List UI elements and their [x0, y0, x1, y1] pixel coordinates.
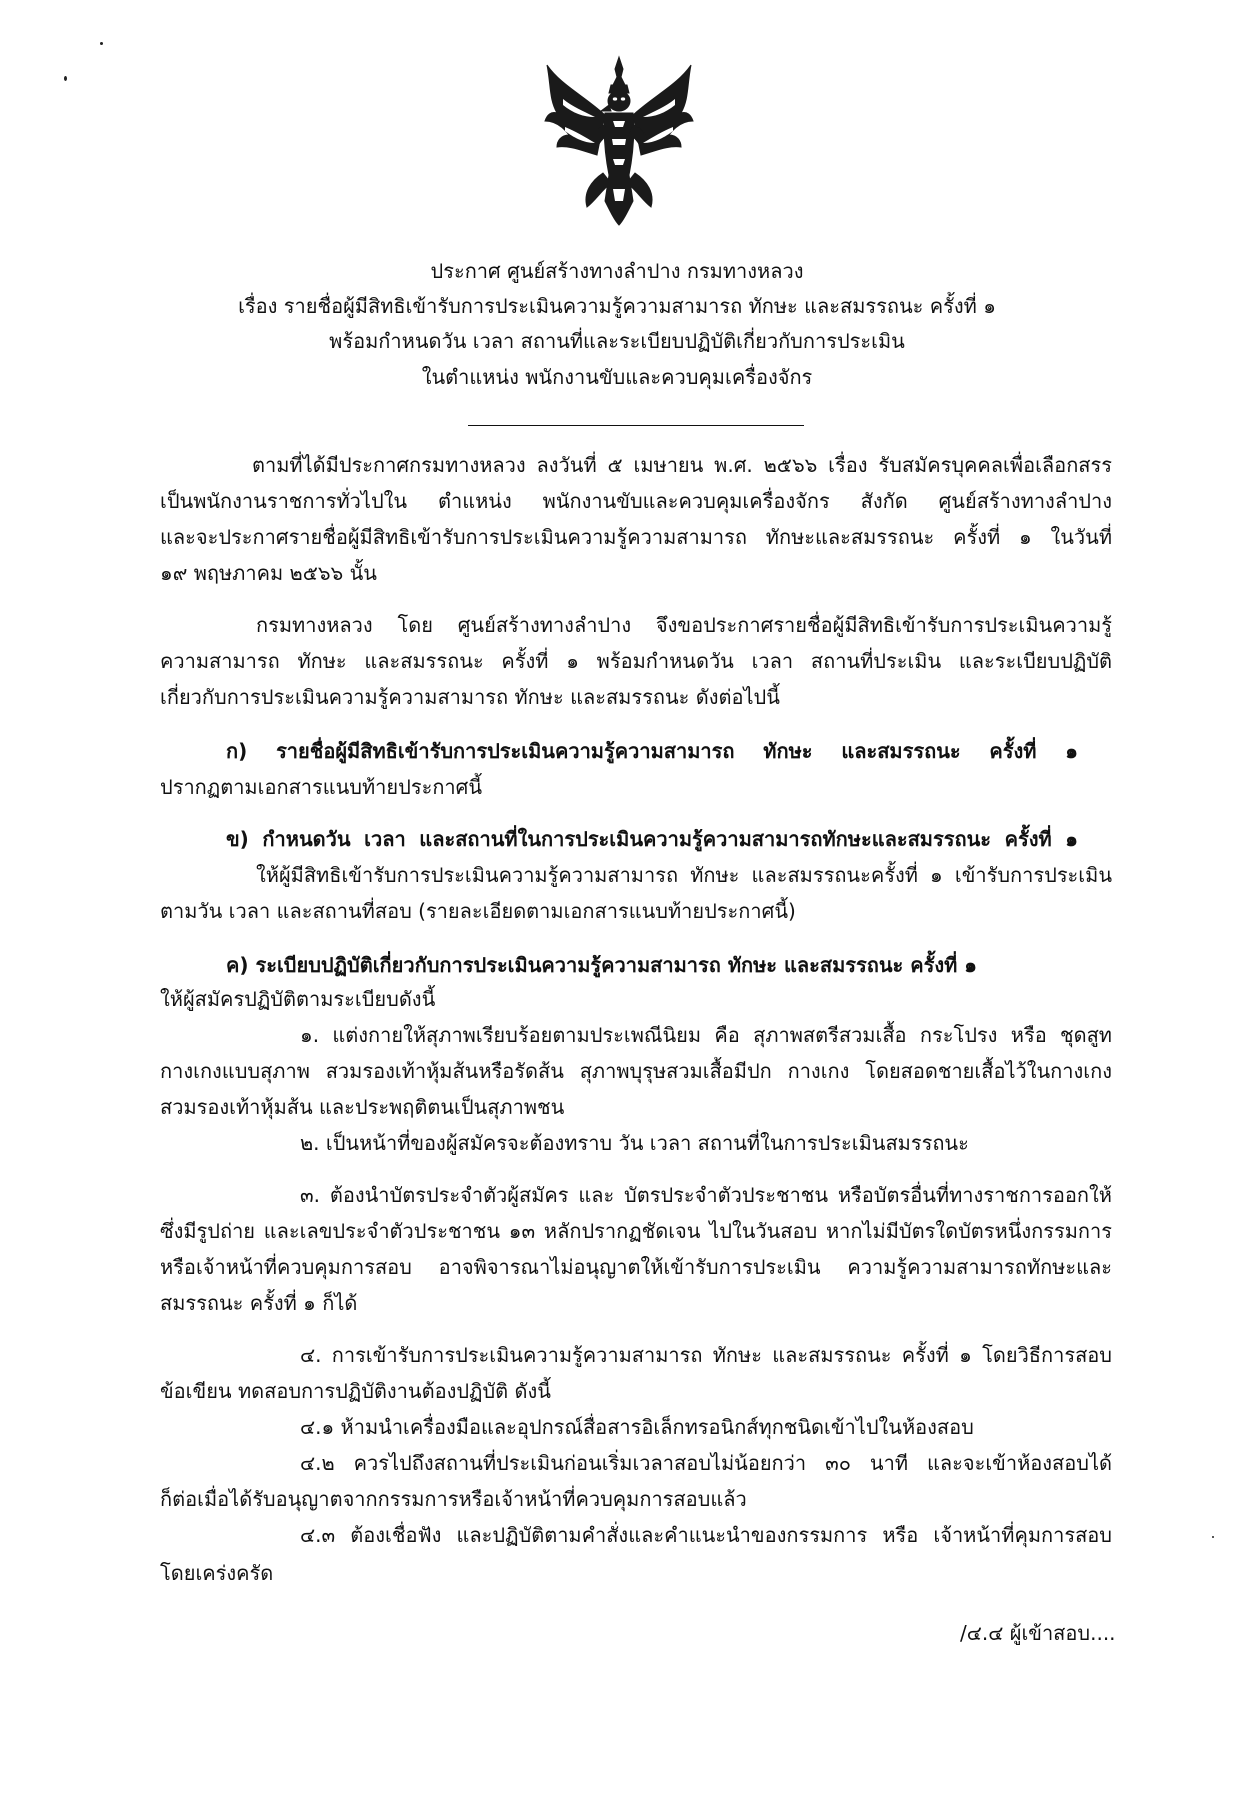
section-b-text: ให้ผู้มีสิทธิเข้ารับการประเมินความรู้ความสามารถ ทักษะ และสมรรถนะครั้งที่ ๑ เข้ารับการประเมิน	[256, 863, 1112, 887]
scan-speck	[64, 76, 67, 81]
paragraph-1-line: ๑๙ พฤษภาคม ๒๕๖๖ นั้น	[160, 561, 377, 585]
rule-item-3: ๓. ต้องนำบัตรประจำตัวผู้สมัคร และ บัตรประจำตัวประชาชน หรือบัตรอื่นที่ทางราชการออกให้	[300, 1183, 1112, 1207]
rule-item-2: ๒. เป็นหน้าที่ของผู้สมัครจะต้องทราบ วัน เวลา สถานที่ในการประเมินสมรรถนะ	[300, 1131, 969, 1155]
announcement-subject-cont: พร้อมกำหนดวัน เวลา สถานที่และระเบียบปฏิบัติเกี่ยวกับการประเมิน	[329, 329, 905, 353]
garuda-emblem-icon	[543, 55, 695, 227]
paragraph-1-line: ตามที่ได้มีประกาศกรมทางหลวง ลงวันที่ ๕ เมษายน พ.ศ. ๒๕๖๖ เรื่อง รับสมัครบุคคลเพื่อเลือกสรร	[252, 453, 1112, 477]
rule-item-4-3: โดยเคร่งครัด	[160, 1561, 274, 1585]
rule-item-4: ๔. การเข้ารับการประเมินความรู้ความสามารถ ทักษะ และสมรรถนะ ครั้งที่ ๑ โดยวิธีการสอบ	[300, 1343, 1112, 1367]
section-b-text: ตามวัน เวลา และสถานที่สอบ (รายละเอียดตามเอกสารแนบท้ายประกาศนี้)	[160, 899, 796, 923]
rule-item-4-3: ๔.๓ ต้องเชื่อฟัง และปฏิบัติตามคำสั่งและคำแนะนำของกรรมการ หรือ เจ้าหน้าที่คุมการสอบ	[300, 1523, 1112, 1547]
section-c-text: ให้ผู้สมัครปฏิบัติตามระเบียบดังนี้	[160, 987, 436, 1011]
paragraph-2-line: ความสามารถ ทักษะ และสมรรถนะ ครั้งที่ ๑ พร้อมกำหนดวัน เวลา สถานที่ประเมิน และระเบียบปฏิบัติ	[160, 649, 1112, 673]
paragraph-2-line: เกี่ยวกับการประเมินความรู้ความสามารถ ทักษะ และสมรรถนะ ดังต่อไปนี้	[160, 685, 780, 709]
rule-item-1: สวมรองเท้าหุ้มส้น และประพฤติตนเป็นสุภาพชน	[160, 1095, 565, 1119]
rule-item-3: หรือเจ้าหน้าที่ควบคุมการสอบ อาจพิจารณาไม่อนุญาตให้เข้ารับการประเมิน ความรู้ความสามารถทักษะและ	[160, 1255, 1112, 1279]
section-a-text: ปรากฏตามเอกสารแนบท้ายประกาศนี้	[160, 775, 483, 799]
scan-speck	[100, 42, 103, 45]
rule-item-4: ข้อเขียน ทดสอบการปฏิบัติงานต้องปฏิบัติ ดังนี้	[160, 1379, 551, 1403]
rule-item-4-1: ๔.๑ ห้ามนำเครื่องมือและอุปกรณ์สื่อสารอิเล็กทรอนิกส์ทุกชนิดเข้าไปในห้องสอบ	[300, 1415, 974, 1439]
rule-item-4-2: ก็ต่อเมื่อได้รับอนุญาตจากกรรมการหรือเจ้าหน้าที่ควบคุมการสอบแล้ว	[160, 1487, 747, 1511]
rule-item-1: กางเกงแบบสุภาพ สวมรองเท้าหุ้มส้นหรือรัดส้น สุภาพบุรุษสวมเสื้อมีปก กางเกง โดยสอดชายเสื้อไว้ในกางเกง	[160, 1059, 1112, 1083]
section-c-title: ค) ระเบียบปฏิบัติเกี่ยวกับการประเมินความรู้ความสามารถ ทักษะ และสมรรถนะ ครั้งที่ ๑	[226, 953, 977, 977]
paragraph-1-line: และจะประกาศรายชื่อผู้มีสิทธิเข้ารับการประเมินความรู้ความสามารถ ทักษะและสมรรถนะ ครั้งที่ ๑ ในวันที่	[160, 525, 1112, 549]
rule-item-4-2: ๔.๒ ควรไปถึงสถานที่ประเมินก่อนเริ่มเวลาสอบไม่น้อยกว่า ๓๐ นาที และจะเข้าห้องสอบได้	[300, 1451, 1112, 1475]
rule-item-3: สมรรถนะ ครั้งที่ ๑ ก็ได้	[160, 1291, 358, 1315]
continued-marker: /๔.๔ ผู้เข้าสอบ....	[960, 1621, 1116, 1645]
header-divider	[468, 425, 804, 426]
section-a-title: ก) รายชื่อผู้มีสิทธิเข้ารับการประเมินความรู้ความสามารถ ทักษะ และสมรรถนะ ครั้งที่ ๑	[226, 739, 1078, 763]
rule-item-3: ซึ่งมีรูปถ่าย และเลขประจำตัวประชาชน ๑๓ หลักปรากฏชัดเจน ไปในวันสอบ หากไม่มีบัตรใดบัตรหนึ่งกรรมการ	[160, 1219, 1112, 1243]
announcement-subject: เรื่อง รายชื่อผู้มีสิทธิเข้ารับการประเมินความรู้ความสามารถ ทักษะ และสมรรถนะ ครั้งที่ ๑	[238, 294, 996, 318]
paragraph-2-line: กรมทางหลวง โดย ศูนย์สร้างทางลำปาง จึงขอประกาศรายชื่อผู้มีสิทธิเข้ารับการประเมินความรู้	[256, 613, 1112, 637]
rule-item-1: ๑. แต่งกายให้สุภาพเรียบร้อยตามประเพณีนิยม คือ สุภาพสตรีสวมเสื้อ กระโปรง หรือ ชุดสูท	[300, 1023, 1112, 1047]
section-b-title: ข) กำหนดวัน เวลา และสถานที่ในการประเมินความรู้ความสามารถทักษะและสมรรถนะ ครั้งที่ ๑	[226, 827, 1078, 851]
paragraph-1-line: เป็นพนักงานราชการทั่วไปใน ตำแหน่ง พนักงานขับและควบคุมเครื่องจักร สังกัด ศูนย์สร้างทางลำปาง	[160, 489, 1112, 513]
announcement-position: ในตำแหน่ง พนักงานขับและควบคุมเครื่องจักร	[421, 365, 813, 389]
announcement-header: ประกาศ ศูนย์สร้างทางลำปาง กรมทางหลวง	[430, 259, 804, 283]
scan-speck	[1212, 1536, 1214, 1538]
